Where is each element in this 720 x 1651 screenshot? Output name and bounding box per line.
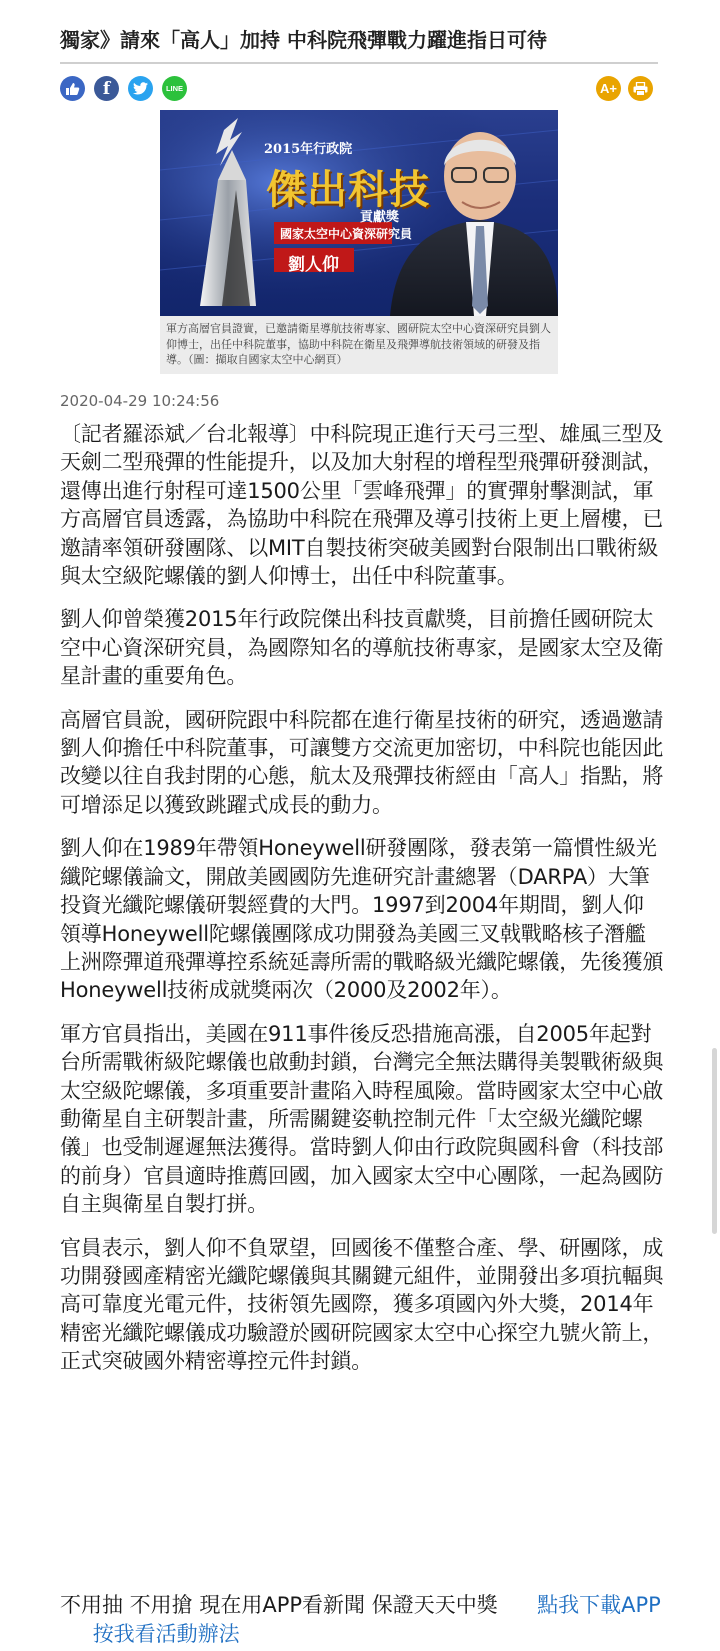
facebook-share-button[interactable] [94, 76, 119, 101]
line-share-button[interactable] [162, 76, 187, 101]
article-paragraph: 劉人仰在1989年帶領Honeywell研發團隊，發表第一篇慣性級光纖陀螺儀論文，開啟美國國防先進研究計畫總署（DARPA）大筆投資光纖陀螺儀研製經費的大門。1997到2004年期間，劉人仰領導Honeywell陀螺儀團隊成功開發為美國三叉戟戰略核子潛艦上洲際彈道飛彈導控系統延壽所需的戰略級光纖陀螺儀，先後獲頒Honeywell技術成就獎兩次（2000及2002年）。 [60, 836, 664, 1003]
publish-timestamp: 2020-04-29 10:24:56 [60, 392, 220, 410]
banner-name: 劉人仰 [288, 255, 339, 275]
promo-text: 不用抽 不用搶 現在用APP看新聞 保證天天中獎 [60, 1593, 498, 1617]
banner-award: 貢獻獎 [360, 210, 400, 225]
like-button[interactable] [60, 76, 85, 101]
banner-organization: 國家太空中心資深研究員 [280, 227, 413, 241]
line-icon: LINE [165, 84, 184, 93]
banner-year: 2015年行政院 [264, 142, 353, 157]
article-paragraph: 高層官員說，國研院跟中科院都在進行衛星技術的研究，透過邀請劉人仰擔任中科院董事，可讓雙方交流更加密切，中科院也能因此改變以往自我封閉的心態，航太及飛彈技術經由「高人」指點，將可增添足以獲致跳躍式成長的動力。 [60, 707, 664, 817]
print-button[interactable] [628, 76, 653, 101]
scrollbar[interactable] [712, 1048, 717, 1234]
share-bar [60, 76, 187, 104]
banner-main-title: 傑出科技 [266, 166, 430, 213]
font-size-icon: A+ [600, 81, 617, 96]
photo-caption: 軍方高層官員證實，已邀請衛星導航技術專家、國研院太空中心資深研究員劉人仰博士，出任中科院董事，協助中科院在衛星及飛彈導航技術領域的研發及指導。（圖：擷取自國家太空中心網頁） [160, 316, 558, 374]
twitter-share-button[interactable] [128, 76, 153, 101]
title-divider [60, 62, 658, 64]
article-paragraph: 軍方官員指出，美國在911事件後反恐措施高漲，自2005年起對台所需戰術級陀螺儀也啟動封鎖，台灣完全無法購得美製戰術級與太空級陀螺儀，多項重要計畫陷入時程風險。當時國家太空中心啟動衛星自主研製計畫，所需關鍵姿軌控制元件「太空級光纖陀螺儀」也受制遲遲無法獲得。當時劉人仰由行政院與國科會（科技部的前身）官員適時推薦回國，加入國家太空中心團隊，一起為國防自主與衛星自製打拼。 [60, 1021, 664, 1217]
thumbs-up-icon [65, 82, 80, 96]
download-app-link[interactable]: 點我下載APP [537, 1593, 661, 1617]
article-title: 獨家》請來「高人」加持 中科院飛彈戰力躍進指日可待 [60, 28, 547, 52]
article-body [60, 420, 664, 1391]
app-promo [60, 1591, 664, 1649]
article-paragraph: 官員表示，劉人仰不負眾望，回國後不僅整合產、學、研團隊，成功開發國產精密光纖陀螺儀與其關鍵元組件，並開發出多項抗輻與高可靠度光電元件，技術領先國際，獲多項國內外大獎，2014年精密光纖陀螺儀成功驗證於國研院國家太空中心探空九號火箭上，正式突破國外精密導控元件封鎖。 [60, 1235, 664, 1374]
article-figure [160, 110, 558, 374]
article-tools [596, 76, 653, 101]
article-paragraph: 〔記者羅添斌／台北報導〕中科院現正進行天弓三型、雄風三型及天劍二型飛彈的性能提升，以及加大射程的增程型飛彈研發測試，還傳出進行射程可達1500公里「雲峰飛彈」的實彈射擊測試，軍方高層官員透露，為協助中科院在飛彈及導引技術上更上層樓，已邀請率領研發團隊、以MIT自製技術突破美國對台限制出口戰術級與太空級陀螺儀的劉人仰博士，出任中科院董事。 [60, 422, 664, 589]
article-paragraph: 劉人仰曾榮獲2015年行政院傑出科技貢獻獎，目前擔任國研院太空中心資深研究員，為國際知名的導航技術專家，是國家太空及衛星計畫的重要角色。 [60, 607, 664, 689]
font-size-button[interactable] [596, 76, 621, 101]
twitter-bird-icon [133, 82, 148, 95]
printer-icon [633, 82, 648, 96]
event-rules-link[interactable]: 按我看活動辦法 [92, 1622, 240, 1646]
article-photo [160, 110, 558, 316]
facebook-icon: f [102, 78, 111, 99]
